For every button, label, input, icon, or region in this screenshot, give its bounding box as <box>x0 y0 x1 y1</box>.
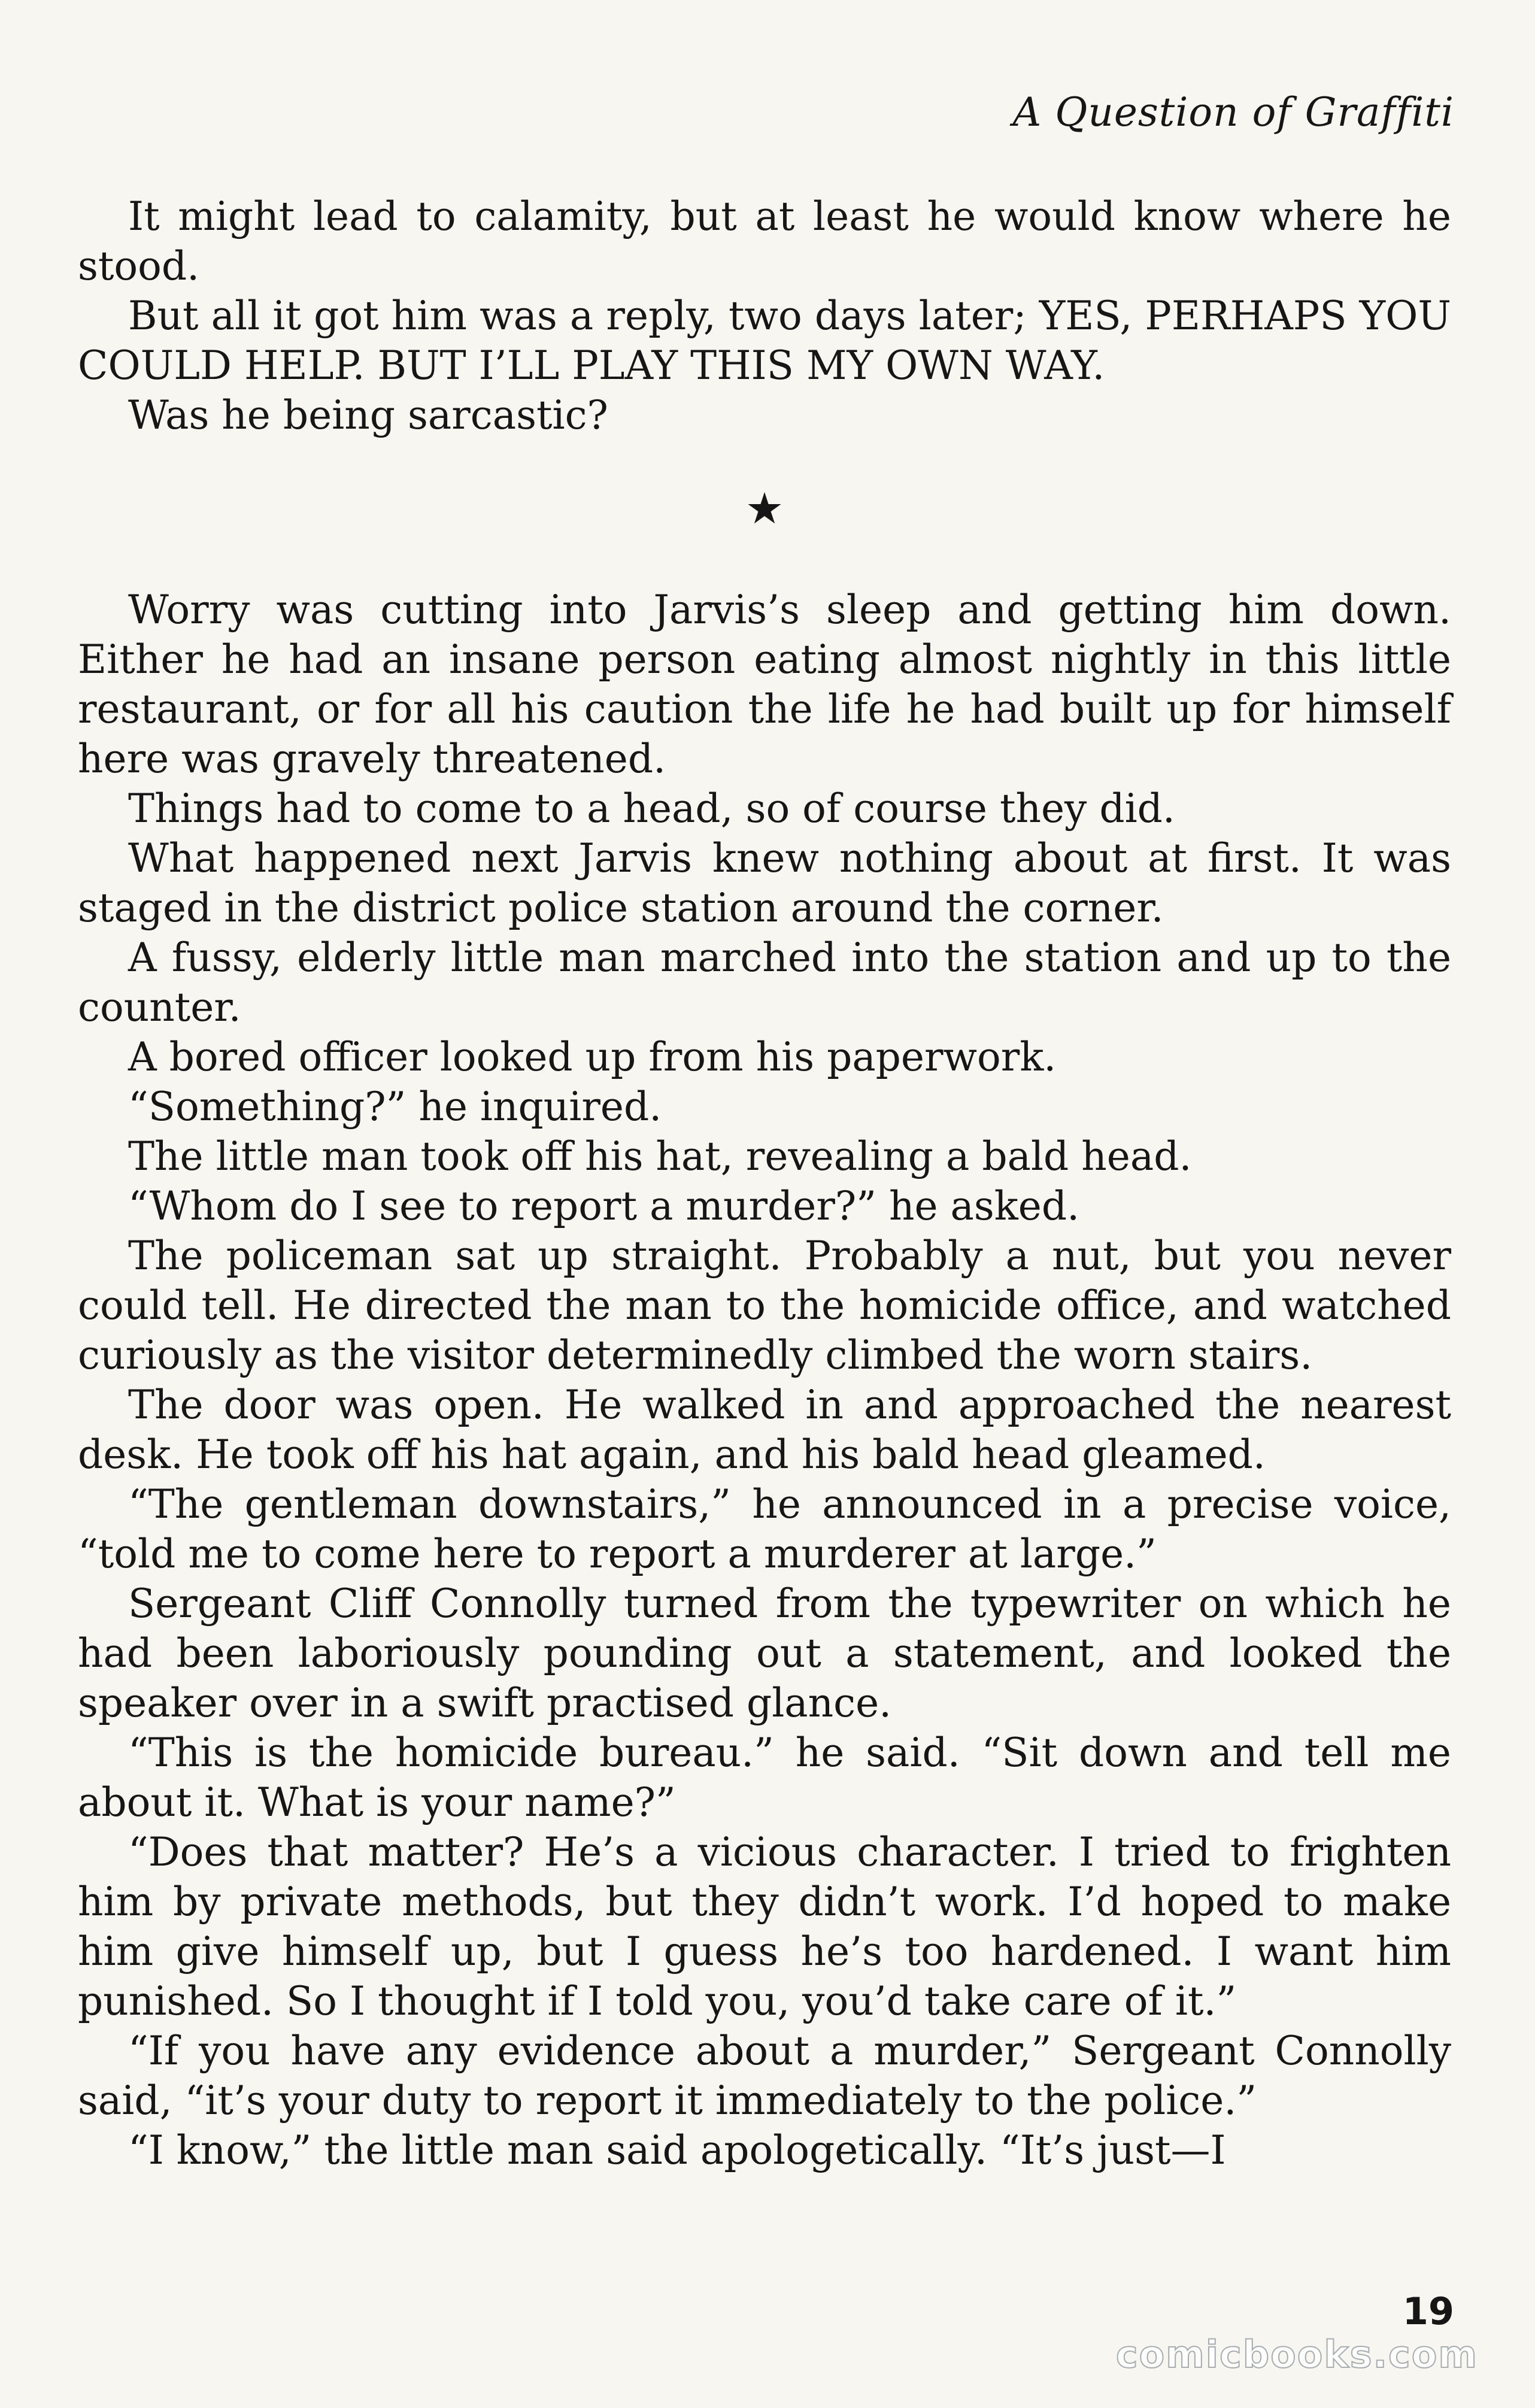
paragraph: “Whom do I see to report a murder?” he asked. <box>128 1183 1080 1229</box>
paragraph: “The gentleman downstairs,” he announced in a precise voice, “told me to come here to report a murderer at large.” <box>78 1481 1451 1577</box>
paragraph: Was he being sarcastic? <box>128 392 608 438</box>
paragraph: It might lead to calamity, but at least he would know where he stood. <box>78 193 1451 289</box>
page-number: 19 <box>1402 2289 1454 2333</box>
paragraph: A bored officer looked up from his paperwork. <box>128 1034 1057 1080</box>
paragraph: “I know,” the little man said apologetically. “It’s just—I <box>128 2127 1226 2173</box>
paragraph: “Something?” he inquired. <box>128 1084 662 1130</box>
paragraph: A fussy, elderly little man marched into the station and up to the counter. <box>78 935 1451 1030</box>
paragraph: The little man took off his hat, revealing a bald head. <box>128 1133 1192 1179</box>
paragraph: What happened next Jarvis knew nothing about at first. It was staged in the district police station around the corner. <box>78 835 1451 931</box>
paragraph: Things had to come to a head, so of course they did. <box>128 786 1175 832</box>
paragraph: “This is the homicide bureau.” he said. “Sit down and tell me about it. What is your name?” <box>78 1730 1451 1825</box>
section-break-star-icon: ★ <box>745 483 784 533</box>
running-head: A Question of Graffiti <box>1012 89 1454 135</box>
watermark: comicbooks.com <box>1115 2333 1478 2376</box>
paragraph: But all it got him was a reply, two days later; YES, PERHAPS YOU COULD HELP. BUT I’LL PLAY THIS MY OWN WAY. <box>78 293 1451 389</box>
paragraph: The policeman sat up straight. Probably a nut, but you never could tell. He directed the man to the homicide office, and watched curiously as the visitor determinedly climbed the worn stairs. <box>78 1233 1451 1378</box>
paragraph: “Does that matter? He’s a vicious character. I tried to frighten him by private methods, but they didn’t work. I’d hoped to make him give himself up, but I guess he’s too hardened. I want him punished. So I thought if I told you, you’d take care of it.” <box>78 1829 1451 2024</box>
paragraph: Worry was cutting into Jarvis’s sleep and getting him down. Either he had an insane person eating almost nightly in this little restaurant, or for all his caution the life he had built up for himself here was gravely threatened. <box>78 587 1451 782</box>
paragraph: The door was open. He walked in and approached the nearest desk. He took off his hat again, and his bald head gleamed. <box>78 1382 1451 1478</box>
paragraph: “If you have any evidence about a murder,” Sergeant Connolly said, “it’s your duty to report it immediately to the police.” <box>78 2028 1451 2124</box>
paragraph: Sergeant Cliff Connolly turned from the typewriter on which he had been laboriously pounding out a statement, and looked the speaker over in a swift practised glance. <box>78 1581 1451 1726</box>
body-text <box>78 192 1451 2175</box>
